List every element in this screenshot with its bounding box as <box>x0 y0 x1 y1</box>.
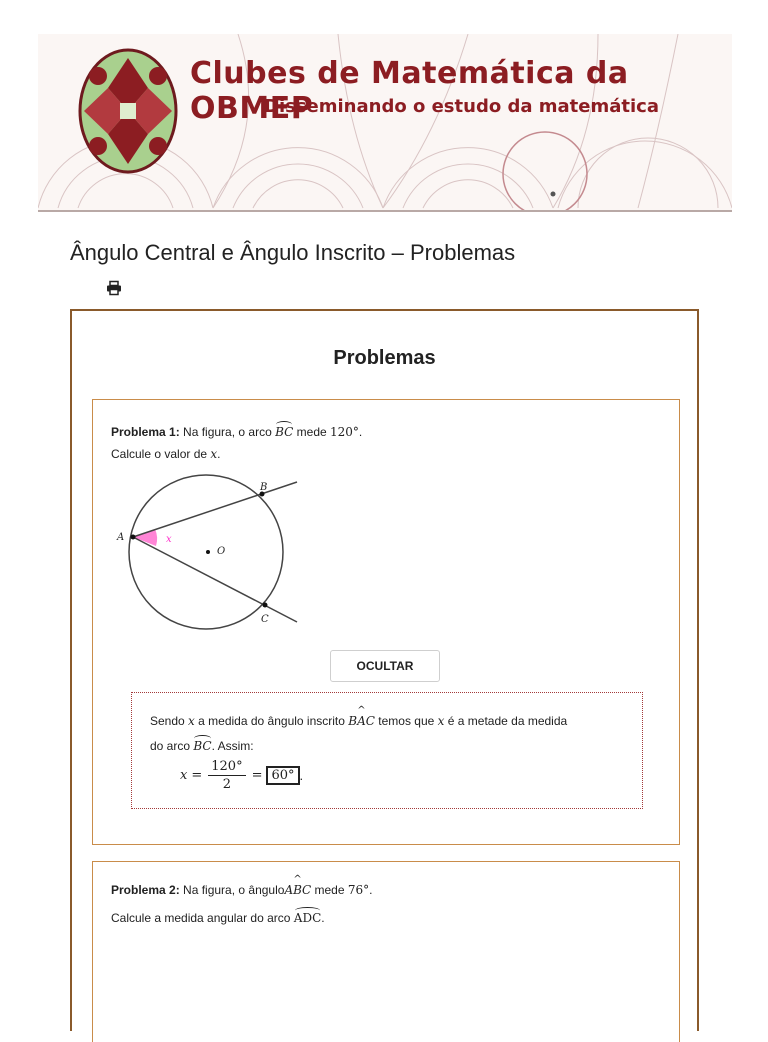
fraction: $\frac{120^\circ}{2}$ <box>208 759 245 792</box>
arc-value: 120° <box>330 425 359 439</box>
problem-1-figure <box>111 472 301 637</box>
boxed-result: 60° <box>266 766 299 785</box>
point-a-label: A <box>117 532 125 543</box>
section-title: Problemas <box>333 347 436 369</box>
solution-formula: x = $\frac{120^\circ}{2}$ = 60° . <box>180 758 304 792</box>
banner-subtitle: Disseminando o estudo da matemática <box>264 96 659 117</box>
solution-line-1: Sendo x a medida do ângulo inscrito B^ AC temos que x é a metade da medida <box>150 714 567 728</box>
page-title: Ângulo Central e Ângulo Inscrito – Problemas <box>70 240 516 265</box>
solution-line-2: do arco BC. Assim: <box>150 739 254 753</box>
problem-2-label: Problema 2: <box>111 883 180 897</box>
angle-x-label: x <box>166 534 172 545</box>
problem-1-card <box>92 399 680 845</box>
point-o-label: O <box>217 546 226 557</box>
problem-1-question: Calcule o valor de x. <box>111 447 221 461</box>
banner-title: Clubes de Matemática da OBMEP <box>190 56 629 126</box>
problem-1-label: Problema 1: <box>111 425 180 439</box>
solution-box <box>131 692 643 809</box>
arc-adc: ADC <box>293 911 322 925</box>
content-frame <box>70 309 699 1031</box>
hide-solution-button[interactable]: OCULTAR <box>330 650 440 682</box>
obmep-logo-icon <box>78 48 178 174</box>
header-banner <box>38 34 732 212</box>
arc-bc: BC <box>275 425 294 439</box>
problem-2-card <box>92 861 680 1042</box>
problem-2-question: Calcule a medida angular do arco ADC. <box>111 911 325 925</box>
problem-1-statement: Problema 1: Na figura, o arco BC mede 120°. <box>111 425 363 439</box>
printer-icon[interactable] <box>106 280 122 296</box>
point-c-label: C <box>261 614 269 625</box>
problem-2-statement: Problema 2: Na figura, o ânguloA^ BC mede 76°. <box>111 883 372 897</box>
point-b-label: B <box>260 482 268 493</box>
